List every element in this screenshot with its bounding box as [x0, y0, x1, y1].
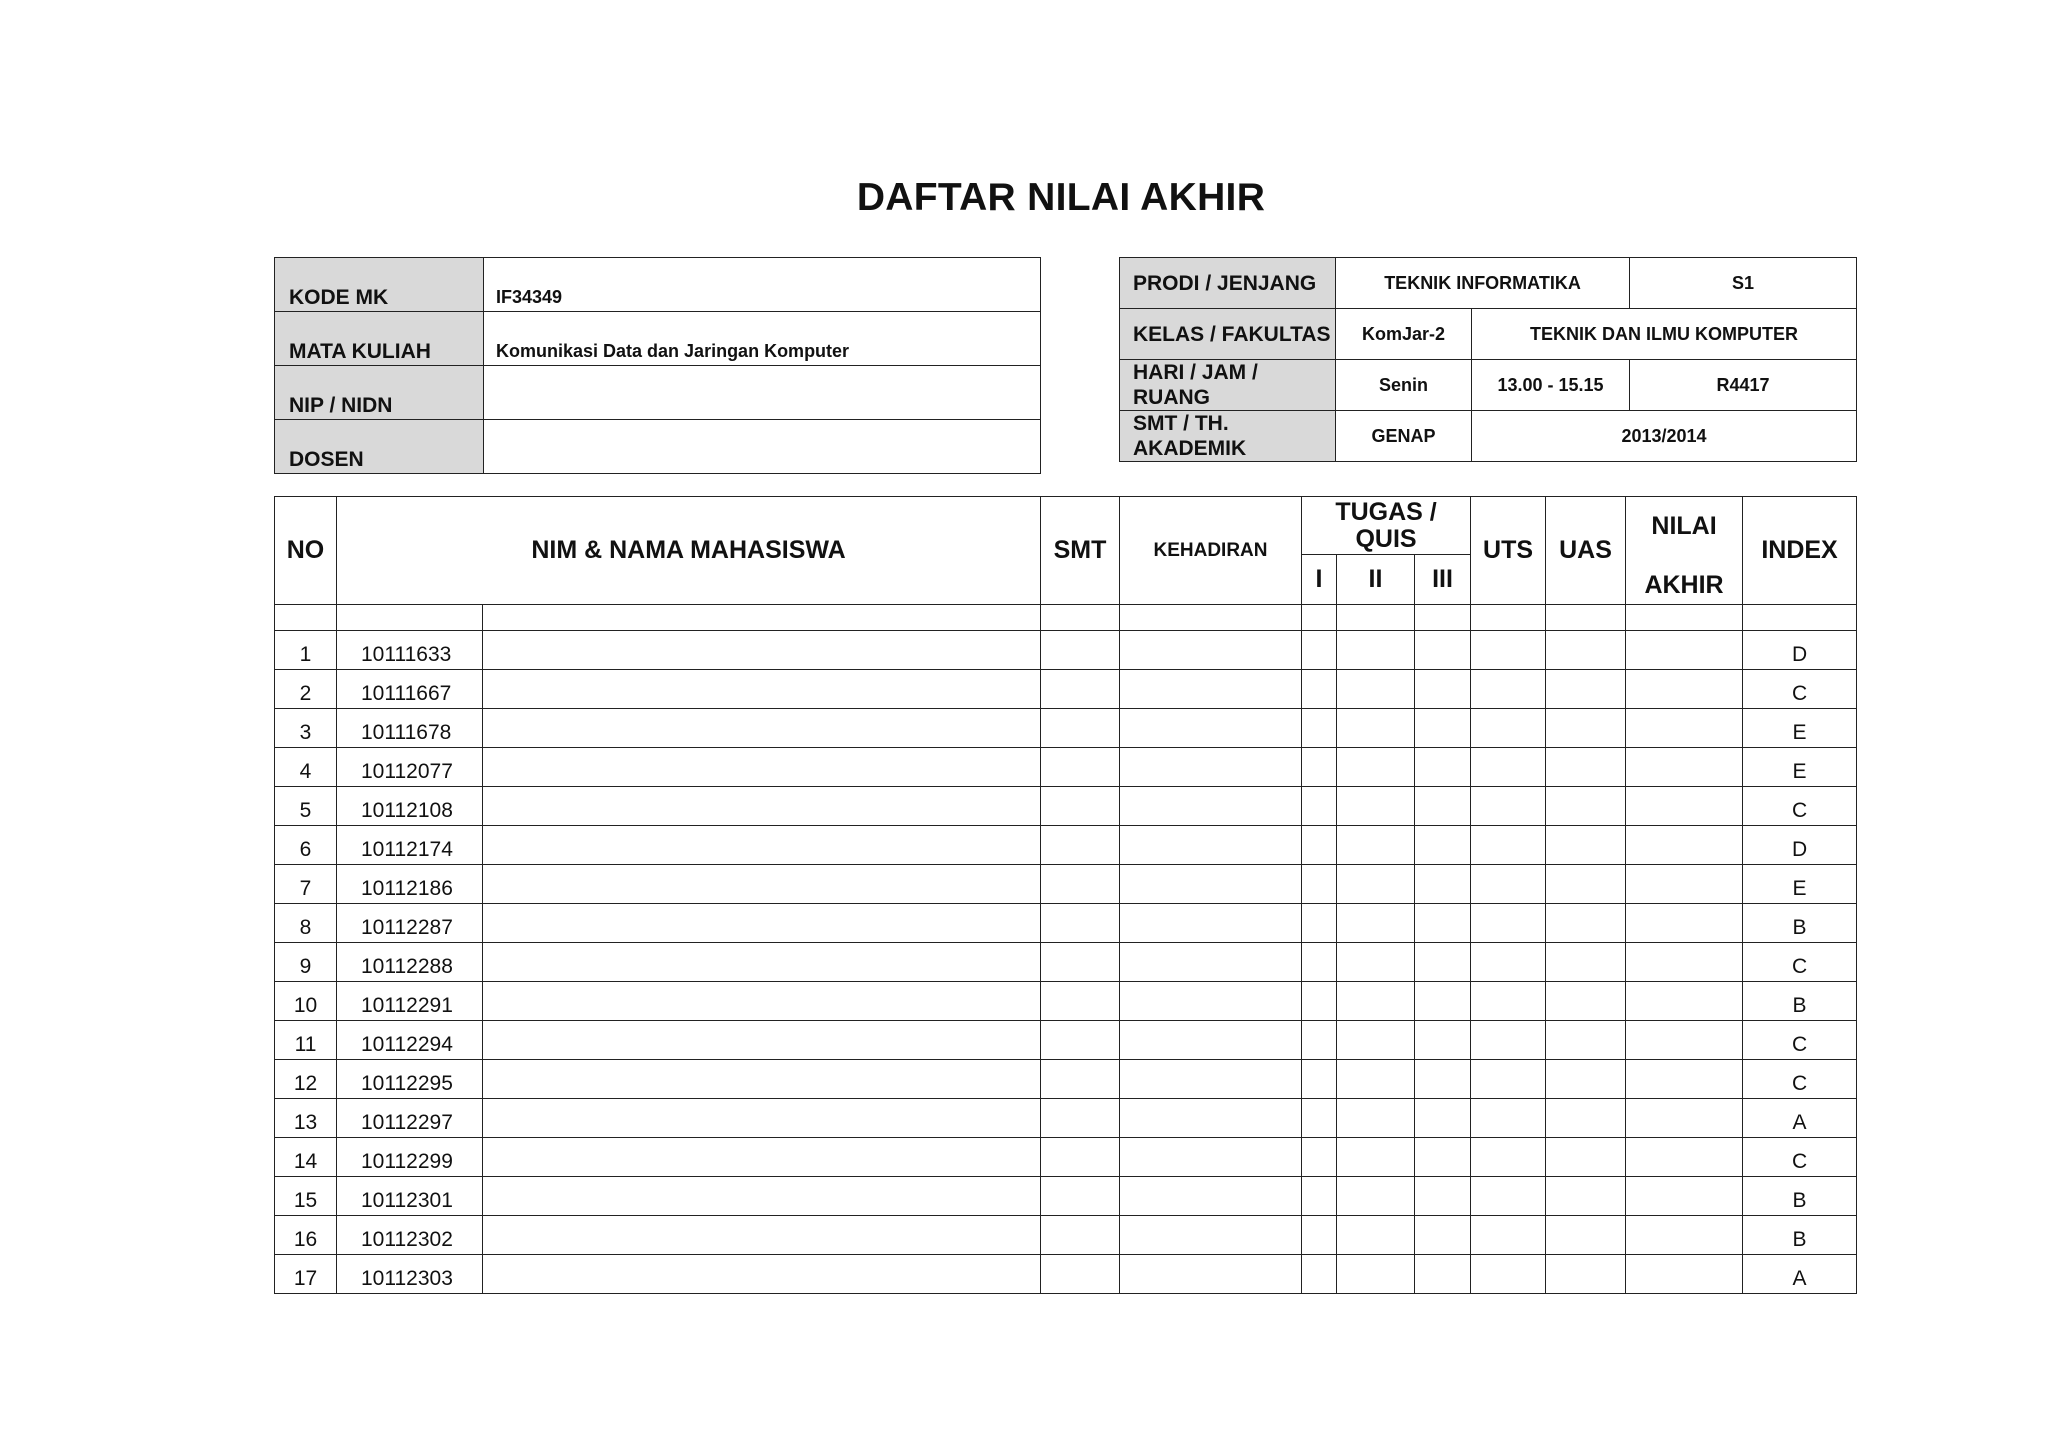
- row-tugas-3: [1415, 943, 1471, 982]
- header-uas: UAS: [1546, 497, 1626, 605]
- row-smt: [1041, 1138, 1120, 1177]
- row-nim: 10112294: [337, 1021, 483, 1060]
- table-row: [275, 982, 1857, 1021]
- table-row: [275, 670, 1857, 709]
- row-index: B: [1743, 904, 1857, 943]
- header-uts: UTS: [1471, 497, 1546, 605]
- row-nim: 10112291: [337, 982, 483, 1021]
- row-tugas-3: [1415, 826, 1471, 865]
- dosen-label: DOSEN: [275, 420, 484, 474]
- row-tugas-2: [1337, 904, 1415, 943]
- header-tugas-1: I: [1302, 555, 1337, 605]
- row-tugas-3: [1415, 787, 1471, 826]
- row-kehadiran: [1120, 1216, 1302, 1255]
- row-uts: [1471, 1138, 1546, 1177]
- table-row: [275, 865, 1857, 904]
- row-uas: [1546, 865, 1626, 904]
- row-nim: 10111678: [337, 709, 483, 748]
- row-nilai-akhir: [1626, 1099, 1743, 1138]
- row-uts: [1471, 1021, 1546, 1060]
- row-nilai-akhir: [1626, 748, 1743, 787]
- row-nilai-akhir: [1626, 904, 1743, 943]
- row-no: 14: [275, 1138, 337, 1177]
- row-uas: [1546, 709, 1626, 748]
- row-kehadiran: [1120, 1021, 1302, 1060]
- row-no: 12: [275, 1060, 337, 1099]
- row-nim: 10112303: [337, 1255, 483, 1294]
- row-kehadiran: [1120, 670, 1302, 709]
- row-uts: [1471, 748, 1546, 787]
- row-index: B: [1743, 1216, 1857, 1255]
- table-row: [275, 1177, 1857, 1216]
- row-nama: [483, 1216, 1041, 1255]
- row-nama: [483, 982, 1041, 1021]
- row-index: B: [1743, 1177, 1857, 1216]
- row-no: 7: [275, 865, 337, 904]
- row-tugas-1: [1302, 748, 1337, 787]
- table-row: [275, 631, 1857, 670]
- row-tugas-2: [1337, 1216, 1415, 1255]
- row-tugas-1: [1302, 1099, 1337, 1138]
- hari-label: HARI / JAM / RUANG: [1120, 360, 1336, 411]
- nip-value: [484, 366, 1041, 420]
- row-tugas-2: [1337, 787, 1415, 826]
- row-no: 13: [275, 1099, 337, 1138]
- row-nilai-akhir: [1626, 670, 1743, 709]
- row-tugas-1: [1302, 1216, 1337, 1255]
- row-nim: 10111667: [337, 670, 483, 709]
- ruang-value: R4417: [1630, 360, 1857, 411]
- row-no: 2: [275, 670, 337, 709]
- row-index: C: [1743, 1138, 1857, 1177]
- table-row: [275, 1255, 1857, 1294]
- row-index: A: [1743, 1255, 1857, 1294]
- row-kehadiran: [1120, 1255, 1302, 1294]
- row-nilai-akhir: [1626, 709, 1743, 748]
- row-uas: [1546, 826, 1626, 865]
- header-nim-nama: NIM & NAMA MAHASISWA: [337, 497, 1041, 605]
- row-nama: [483, 943, 1041, 982]
- row-nama: [483, 631, 1041, 670]
- row-tugas-3: [1415, 1099, 1471, 1138]
- row-index: C: [1743, 670, 1857, 709]
- row-smt: [1041, 865, 1120, 904]
- row-uas: [1546, 1177, 1626, 1216]
- header-tugas-2: II: [1337, 555, 1415, 605]
- jenjang-value: S1: [1630, 258, 1857, 309]
- row-uas: [1546, 1060, 1626, 1099]
- row-nim: 10112287: [337, 904, 483, 943]
- row-nilai-akhir: [1626, 631, 1743, 670]
- mata-kuliah-value: Komunikasi Data dan Jaringan Komputer: [484, 312, 1041, 366]
- row-tugas-2: [1337, 865, 1415, 904]
- row-tugas-1: [1302, 904, 1337, 943]
- row-tugas-2: [1337, 670, 1415, 709]
- row-tugas-1: [1302, 709, 1337, 748]
- spacer-row: [275, 605, 1857, 631]
- row-no: 9: [275, 943, 337, 982]
- row-tugas-2: [1337, 1138, 1415, 1177]
- row-nama: [483, 748, 1041, 787]
- row-smt: [1041, 748, 1120, 787]
- row-kehadiran: [1120, 943, 1302, 982]
- row-no: 5: [275, 787, 337, 826]
- header-index: INDEX: [1743, 497, 1857, 605]
- row-tugas-3: [1415, 904, 1471, 943]
- row-tugas-3: [1415, 865, 1471, 904]
- table-row: [275, 1138, 1857, 1177]
- row-kehadiran: [1120, 1177, 1302, 1216]
- row-nilai-akhir: [1626, 1060, 1743, 1099]
- header-smt: SMT: [1041, 497, 1120, 605]
- kode-mk-label: KODE MK: [275, 258, 484, 312]
- row-tugas-3: [1415, 982, 1471, 1021]
- row-nama: [483, 1255, 1041, 1294]
- row-no: 8: [275, 904, 337, 943]
- row-no: 4: [275, 748, 337, 787]
- row-nama: [483, 1060, 1041, 1099]
- prodi-value: TEKNIK INFORMATIKA: [1336, 258, 1630, 309]
- row-smt: [1041, 1060, 1120, 1099]
- row-uas: [1546, 631, 1626, 670]
- row-tugas-1: [1302, 631, 1337, 670]
- row-kehadiran: [1120, 709, 1302, 748]
- row-nim: 10112174: [337, 826, 483, 865]
- table-row: [275, 904, 1857, 943]
- row-uas: [1546, 1138, 1626, 1177]
- row-nama: [483, 1099, 1041, 1138]
- row-uts: [1471, 670, 1546, 709]
- row-uas: [1546, 982, 1626, 1021]
- course-info-table: [274, 257, 1041, 474]
- row-uts: [1471, 787, 1546, 826]
- row-nim: 10112301: [337, 1177, 483, 1216]
- row-smt: [1041, 943, 1120, 982]
- row-tugas-2: [1337, 1255, 1415, 1294]
- row-kehadiran: [1120, 904, 1302, 943]
- row-tugas-2: [1337, 1099, 1415, 1138]
- row-smt: [1041, 631, 1120, 670]
- table-row: [275, 1099, 1857, 1138]
- row-tugas-1: [1302, 1255, 1337, 1294]
- smt-value: GENAP: [1336, 411, 1472, 462]
- table-row: [275, 826, 1857, 865]
- row-uas: [1546, 1216, 1626, 1255]
- class-info-table: [1119, 257, 1857, 462]
- row-no: 15: [275, 1177, 337, 1216]
- header-kehadiran: KEHADIRAN: [1120, 497, 1302, 605]
- prodi-label: PRODI / JENJANG: [1120, 258, 1336, 309]
- row-index: C: [1743, 1021, 1857, 1060]
- row-smt: [1041, 1177, 1120, 1216]
- row-tugas-1: [1302, 1060, 1337, 1099]
- row-smt: [1041, 787, 1120, 826]
- row-tugas-2: [1337, 631, 1415, 670]
- row-tugas-3: [1415, 1138, 1471, 1177]
- row-nama: [483, 865, 1041, 904]
- row-uas: [1546, 1099, 1626, 1138]
- row-tugas-1: [1302, 1177, 1337, 1216]
- table-row: [275, 787, 1857, 826]
- row-no: 3: [275, 709, 337, 748]
- row-nilai-akhir: [1626, 982, 1743, 1021]
- row-kehadiran: [1120, 748, 1302, 787]
- table-row: [275, 748, 1857, 787]
- kelas-value: KomJar-2: [1336, 309, 1472, 360]
- tahun-value: 2013/2014: [1472, 411, 1857, 462]
- row-tugas-2: [1337, 1177, 1415, 1216]
- row-nilai-akhir: [1626, 787, 1743, 826]
- row-index: C: [1743, 943, 1857, 982]
- row-nama: [483, 670, 1041, 709]
- row-tugas-3: [1415, 709, 1471, 748]
- row-tugas-3: [1415, 1021, 1471, 1060]
- row-nilai-akhir: [1626, 943, 1743, 982]
- row-smt: [1041, 826, 1120, 865]
- row-nilai-akhir: [1626, 1216, 1743, 1255]
- row-kehadiran: [1120, 631, 1302, 670]
- row-uts: [1471, 631, 1546, 670]
- grades-table: [274, 496, 1857, 1294]
- row-uts: [1471, 1216, 1546, 1255]
- row-index: E: [1743, 748, 1857, 787]
- row-uas: [1546, 670, 1626, 709]
- row-tugas-1: [1302, 982, 1337, 1021]
- row-uts: [1471, 1255, 1546, 1294]
- row-tugas-2: [1337, 943, 1415, 982]
- mata-kuliah-label: MATA KULIAH: [275, 312, 484, 366]
- row-tugas-1: [1302, 865, 1337, 904]
- row-nim: 10112299: [337, 1138, 483, 1177]
- row-smt: [1041, 1099, 1120, 1138]
- row-uts: [1471, 1177, 1546, 1216]
- row-nama: [483, 1138, 1041, 1177]
- table-row: [275, 943, 1857, 982]
- row-uts: [1471, 904, 1546, 943]
- hari-value: Senin: [1336, 360, 1472, 411]
- header-tugas-3: III: [1415, 555, 1471, 605]
- row-nim: 10112186: [337, 865, 483, 904]
- nip-label: NIP / NIDN: [275, 366, 484, 420]
- row-tugas-3: [1415, 748, 1471, 787]
- row-tugas-3: [1415, 1255, 1471, 1294]
- row-nama: [483, 787, 1041, 826]
- header-nilai: NILAI: [1651, 512, 1717, 540]
- row-smt: [1041, 1255, 1120, 1294]
- row-uts: [1471, 1099, 1546, 1138]
- row-smt: [1041, 709, 1120, 748]
- row-uas: [1546, 787, 1626, 826]
- row-index: D: [1743, 826, 1857, 865]
- table-row: [275, 1021, 1857, 1060]
- row-index: C: [1743, 787, 1857, 826]
- row-kehadiran: [1120, 1138, 1302, 1177]
- row-nim: 10112108: [337, 787, 483, 826]
- row-nama: [483, 904, 1041, 943]
- row-uas: [1546, 1255, 1626, 1294]
- row-uts: [1471, 709, 1546, 748]
- row-kehadiran: [1120, 1099, 1302, 1138]
- kode-mk-value: IF34349: [484, 258, 1041, 312]
- row-nilai-akhir: [1626, 1021, 1743, 1060]
- row-no: 1: [275, 631, 337, 670]
- row-nim: 10112297: [337, 1099, 483, 1138]
- row-nilai-akhir: [1626, 865, 1743, 904]
- row-smt: [1041, 1216, 1120, 1255]
- row-nilai-akhir: [1626, 826, 1743, 865]
- row-tugas-3: [1415, 670, 1471, 709]
- row-nim: 10112288: [337, 943, 483, 982]
- row-tugas-1: [1302, 1138, 1337, 1177]
- row-index: A: [1743, 1099, 1857, 1138]
- page-title: DAFTAR NILAI AKHIR: [856, 176, 1266, 219]
- row-uts: [1471, 826, 1546, 865]
- row-nama: [483, 1177, 1041, 1216]
- row-nim: 10112077: [337, 748, 483, 787]
- header-nilai-akhir: [1626, 497, 1743, 605]
- jam-value: 13.00 - 15.15: [1472, 360, 1630, 411]
- dosen-value: [484, 420, 1041, 474]
- row-tugas-2: [1337, 709, 1415, 748]
- row-nama: [483, 826, 1041, 865]
- row-index: E: [1743, 865, 1857, 904]
- row-no: 10: [275, 982, 337, 1021]
- row-tugas-3: [1415, 1216, 1471, 1255]
- table-row: [275, 709, 1857, 748]
- row-smt: [1041, 904, 1120, 943]
- row-nim: 10112302: [337, 1216, 483, 1255]
- smt-label: SMT / TH. AKADEMIK: [1120, 411, 1336, 462]
- row-tugas-1: [1302, 670, 1337, 709]
- header-no: NO: [275, 497, 337, 605]
- row-tugas-1: [1302, 787, 1337, 826]
- row-no: 6: [275, 826, 337, 865]
- row-uas: [1546, 904, 1626, 943]
- row-kehadiran: [1120, 826, 1302, 865]
- header-akhir: AKHIR: [1644, 571, 1724, 599]
- row-index: E: [1743, 709, 1857, 748]
- row-tugas-3: [1415, 1060, 1471, 1099]
- row-nilai-akhir: [1626, 1255, 1743, 1294]
- row-uts: [1471, 982, 1546, 1021]
- row-nilai-akhir: [1626, 1138, 1743, 1177]
- row-nama: [483, 1021, 1041, 1060]
- row-index: C: [1743, 1060, 1857, 1099]
- row-uas: [1546, 943, 1626, 982]
- row-tugas-1: [1302, 943, 1337, 982]
- row-index: B: [1743, 982, 1857, 1021]
- row-tugas-2: [1337, 1021, 1415, 1060]
- row-uas: [1546, 748, 1626, 787]
- row-tugas-2: [1337, 826, 1415, 865]
- row-nim: 10111633: [337, 631, 483, 670]
- row-uts: [1471, 943, 1546, 982]
- row-smt: [1041, 670, 1120, 709]
- row-no: 17: [275, 1255, 337, 1294]
- row-nama: [483, 709, 1041, 748]
- row-kehadiran: [1120, 982, 1302, 1021]
- row-nilai-akhir: [1626, 1177, 1743, 1216]
- row-tugas-1: [1302, 1021, 1337, 1060]
- table-row: [275, 1216, 1857, 1255]
- row-index: D: [1743, 631, 1857, 670]
- row-no: 16: [275, 1216, 337, 1255]
- row-uts: [1471, 865, 1546, 904]
- row-kehadiran: [1120, 865, 1302, 904]
- row-tugas-3: [1415, 1177, 1471, 1216]
- row-kehadiran: [1120, 787, 1302, 826]
- row-smt: [1041, 982, 1120, 1021]
- row-tugas-2: [1337, 748, 1415, 787]
- row-uts: [1471, 1060, 1546, 1099]
- fakultas-value: TEKNIK DAN ILMU KOMPUTER: [1472, 309, 1857, 360]
- row-nim: 10112295: [337, 1060, 483, 1099]
- kelas-label: KELAS / FAKULTAS: [1120, 309, 1336, 360]
- row-tugas-3: [1415, 631, 1471, 670]
- row-no: 11: [275, 1021, 337, 1060]
- row-tugas-2: [1337, 1060, 1415, 1099]
- table-row: [275, 1060, 1857, 1099]
- row-uas: [1546, 1021, 1626, 1060]
- row-smt: [1041, 1021, 1120, 1060]
- row-tugas-1: [1302, 826, 1337, 865]
- row-tugas-2: [1337, 982, 1415, 1021]
- row-kehadiran: [1120, 1060, 1302, 1099]
- header-tugas: TUGAS / QUIS: [1302, 497, 1471, 555]
